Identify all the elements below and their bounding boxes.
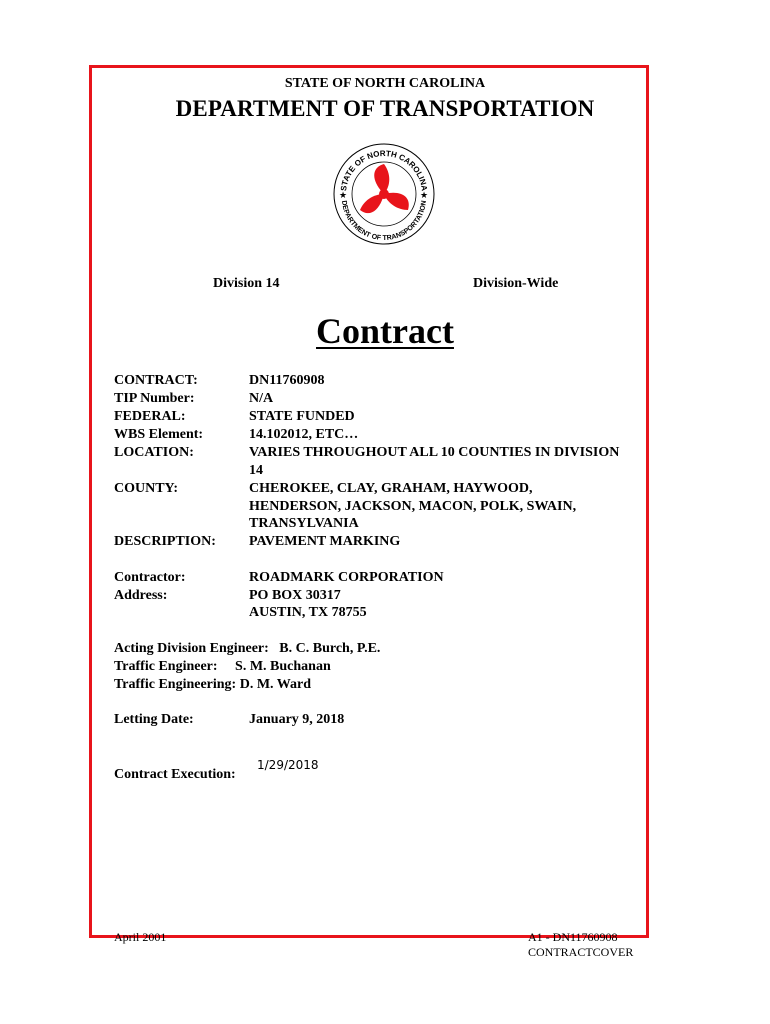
acting-division-engineer: Acting Division Engineer: B. C. Burch, P.E. [114,641,381,656]
label-location: LOCATION: [114,445,194,460]
label-contract: CONTRACT: [114,373,198,388]
seal-triskelion [360,164,409,213]
state-header: STATE OF NORTH CAROLINA [284,76,486,91]
department-title: DEPARTMENT OF TRANSPORTATION [175,96,595,121]
label-tip-number: TIP Number: [114,391,195,406]
traffic-engineering: Traffic Engineering: D. M. Ward [114,677,312,692]
footer-page-id: A1 - DN11760908 [528,930,618,944]
value-letting-date: January 9, 2018 [249,712,345,727]
document-title: Contract [316,311,454,351]
traffic-engineer: Traffic Engineer: S. M. Buchanan [114,659,331,674]
seal-star-right: ★ [420,190,429,200]
footer-date: April 2001 [114,930,167,944]
value-county-line1: CHEROKEE, CLAY, GRAHAM, HAYWOOD, [249,481,533,496]
value-contractor: ROADMARK CORPORATION [249,570,444,585]
division-scope: Division-Wide [473,276,559,291]
value-location-line1: VARIES THROUGHOUT ALL 10 COUNTIES IN DIVISION [249,445,620,460]
seal-text-bottom: DEPARTMENT OF TRANSPORTATION [340,200,428,243]
division-number: Division 14 [213,276,280,291]
value-address-line2: AUSTIN, TX 78755 [249,605,367,620]
value-county-line3: TRANSYLVANIA [249,516,359,531]
label-wbs-element: WBS Element: [114,427,204,442]
label-letting-date: Letting Date: [114,712,194,727]
label-county: COUNTY: [114,481,179,496]
ncdot-seal [332,142,436,246]
value-location-line2: 14 [249,463,263,478]
seal-text-top: STATE OF NORTH CAROLINA [339,148,429,192]
value-contract: DN11760908 [249,373,325,388]
label-contractor: Contractor: [114,570,186,585]
label-federal: FEDERAL: [114,409,186,424]
value-address-line1: PO BOX 30317 [249,588,341,603]
value-wbs-element: 14.102012, ETC… [249,427,359,442]
value-contract-execution: 1/29/2018 [257,758,319,772]
value-county-line2: HENDERSON, JACKSON, MACON, POLK, SWAIN, [249,499,577,514]
value-description: PAVEMENT MARKING [249,534,401,549]
seal-star-left: ★ [339,190,348,200]
label-description: DESCRIPTION: [114,534,216,549]
footer-doc-name: CONTRACTCOVER [528,945,634,959]
label-contract-execution: Contract Execution: [114,767,236,782]
label-address: Address: [114,588,168,603]
value-federal: STATE FUNDED [249,409,355,424]
value-tip-number: N/A [249,391,274,406]
